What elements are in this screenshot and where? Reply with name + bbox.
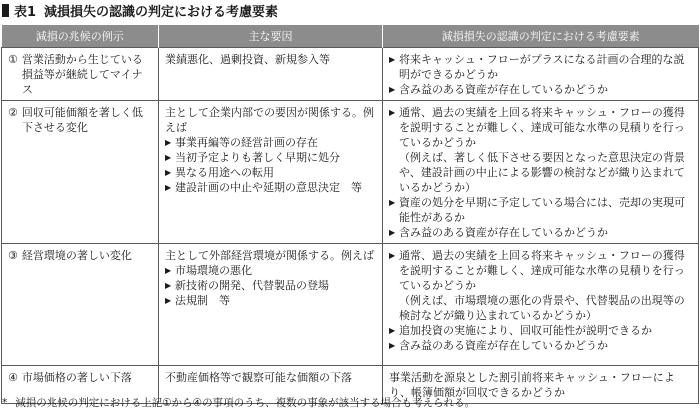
- triangle-bullet-icon: ▶: [165, 168, 172, 177]
- cause-item: [165, 135, 377, 150]
- sign-number: ③: [8, 249, 18, 262]
- triangle-bullet-icon: ▶: [389, 341, 396, 350]
- consideration-item: [389, 52, 693, 82]
- table-row: [2, 48, 699, 101]
- consideration-text: 事業活動を源泉とした割引前将来キャッシュ・フローにより、帳簿価額が回収できるかどうか: [389, 371, 675, 399]
- consideration-item: [389, 225, 693, 240]
- consideration-cell: [383, 244, 699, 366]
- title-marker-icon: [2, 4, 9, 17]
- consideration-item-text: 将来キャッシュ・フローがプラスになる計画の合理的な説明ができるかどうか: [399, 53, 685, 81]
- consideration-item: [389, 195, 693, 225]
- cause-text: 主として外部経営環境が関係する。例えば: [165, 249, 374, 262]
- footnote: [2, 396, 475, 410]
- cause-item-text: 異なる用途への転用: [175, 166, 274, 179]
- table-row: [2, 101, 699, 244]
- cause-item-text: 建設計画の中止や延期の意思決定 等: [175, 181, 362, 194]
- consideration-cell: [383, 48, 699, 101]
- consideration-item-text: 通常、過去の実績を上回る将来キャッシュ・フローの獲得を説明することが難しく、達成可能な水準の見積りを行っているかどうか （例えば、市場環境の悪化の背景や、代替製品の出現等の検討などが織り込まれているかどうか）: [399, 249, 685, 322]
- footnote-mark: *: [2, 397, 8, 409]
- cause-item: [165, 278, 377, 293]
- sign-cell: [2, 244, 159, 366]
- sign-number: ④: [8, 371, 18, 384]
- consideration-item-text: 含み益のある資産が存在しているかどうか: [399, 226, 608, 239]
- sign-cell: [2, 48, 159, 101]
- sign-text: 経営環境の著しい変化: [21, 249, 132, 262]
- table-header-row: [2, 25, 699, 48]
- consideration-item-text: 資産の処分を早期に予定している場合には、売却の実現可能性があるか: [399, 196, 685, 224]
- consideration-item-text: 含み益のある資産が存在しているかどうか: [399, 339, 608, 352]
- cause-item: [165, 165, 377, 180]
- cause-item: [165, 293, 377, 308]
- cause-text: 業績悪化、過剰投資、新規参入等: [165, 53, 330, 66]
- sign-number: ②: [8, 106, 18, 119]
- table-label: 表1: [14, 4, 37, 20]
- triangle-bullet-icon: ▶: [389, 85, 396, 94]
- consideration-cell: [383, 101, 699, 244]
- table-row: [2, 244, 699, 366]
- sign-text: 回収可能価額を著しく低下させる変化: [21, 106, 143, 134]
- triangle-bullet-icon: ▶: [165, 183, 172, 192]
- consideration-item-text: 含み益のある資産が存在しているかどうか: [399, 83, 608, 96]
- sign-text: 営業活動から生じている損益等が継続してマイナス: [21, 53, 143, 96]
- consideration-item-text: 通常、過去の実績を上回る将来キャッシュ・フローの獲得を説明することが難しく、達成可能な水準の見積りを行っているかどうか （例えば、著しく低下させる要因となった意思決定の背景や、建設計画の中止による影響の検討などが織り込まれているかどうか）: [399, 106, 685, 194]
- consideration-item: [389, 105, 693, 195]
- cause-cell: [159, 101, 383, 244]
- consideration-item: [389, 323, 693, 338]
- cause-item: [165, 263, 377, 278]
- triangle-bullet-icon: ▶: [389, 326, 396, 335]
- sign-cell: [2, 101, 159, 244]
- triangle-bullet-icon: ▶: [389, 198, 396, 207]
- column-header-cause: 主な要因: [159, 25, 383, 48]
- considerations-table: [1, 25, 699, 404]
- triangle-bullet-icon: ▶: [165, 266, 172, 275]
- table-title-text: 減損損失の認識の判定における考慮要素: [44, 4, 279, 20]
- cause-text: 不動産価格等で観察可能な価額の下落: [165, 371, 352, 384]
- triangle-bullet-icon: ▶: [389, 55, 396, 64]
- triangle-bullet-icon: ▶: [165, 138, 172, 147]
- triangle-bullet-icon: ▶: [165, 296, 172, 305]
- cause-item-text: 市場環境の悪化: [175, 264, 252, 277]
- cause-item: [165, 150, 377, 165]
- triangle-bullet-icon: ▶: [389, 228, 396, 237]
- consideration-item-text: 追加投資の実施により、回収可能性が説明できるか: [399, 324, 652, 337]
- column-header-consideration: 減損損失の認識の判定における考慮要素: [383, 25, 699, 48]
- footnote-text: 減損の兆候の判定における上記①から④の事項のうち、複数の事象が該当する場合も考えられる。: [15, 397, 476, 409]
- consideration-item: [389, 248, 693, 323]
- triangle-bullet-icon: ▶: [389, 251, 396, 260]
- column-header-sign: 減損の兆候の例示: [2, 25, 159, 48]
- consideration-item: [389, 338, 693, 353]
- sign-text: 市場価格の著しい下落: [21, 371, 132, 384]
- cause-cell: [159, 244, 383, 366]
- cause-item: [165, 180, 377, 195]
- triangle-bullet-icon: ▶: [165, 281, 172, 290]
- cause-item-text: 新技術の開発、代替製品の登場: [175, 279, 329, 292]
- triangle-bullet-icon: ▶: [165, 153, 172, 162]
- cause-item-text: 事業再編等の経営計画の存在: [175, 136, 318, 149]
- consideration-item: [389, 82, 693, 97]
- cause-cell: [159, 48, 383, 101]
- sign-number: ①: [8, 53, 18, 66]
- table-title: [2, 0, 278, 20]
- cause-item-text: 当初予定よりも著しく早期に処分: [175, 151, 340, 164]
- cause-text: 主として企業内部での要因が関係する。例えば: [165, 106, 374, 134]
- triangle-bullet-icon: ▶: [389, 108, 396, 117]
- cause-item-text: 法規制 等: [175, 294, 230, 307]
